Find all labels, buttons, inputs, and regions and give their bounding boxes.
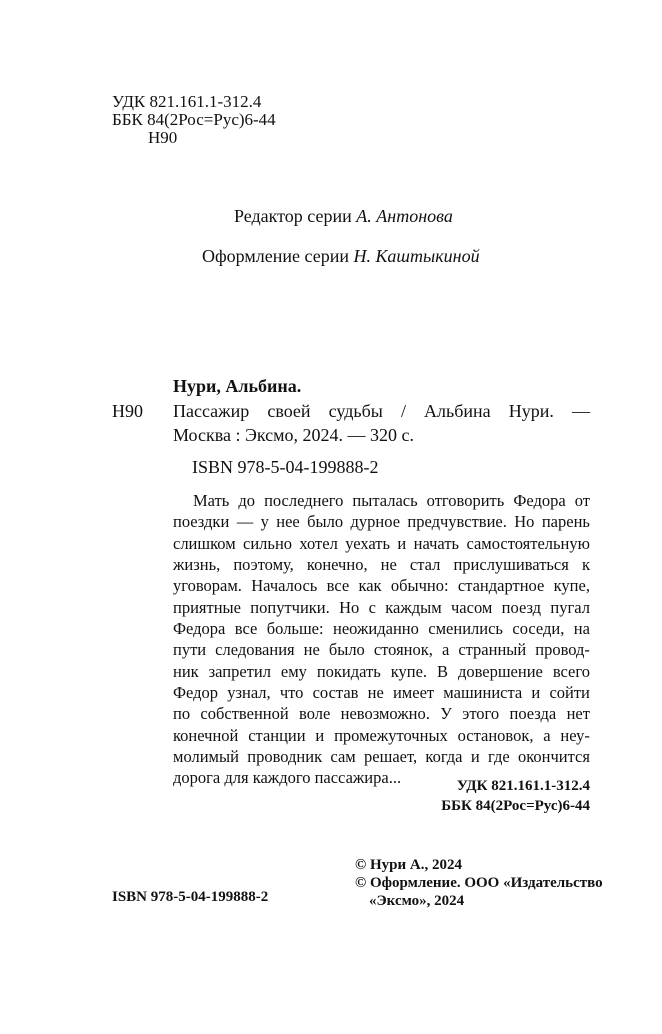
annotation-word: попутчики. xyxy=(250,597,330,617)
annotation-word: купе. xyxy=(390,661,428,681)
annotation-word: поэтому, xyxy=(233,555,294,575)
annotation-word: сам xyxy=(330,747,356,767)
annotation-word: решает, xyxy=(364,747,418,767)
annotation-word: покидать xyxy=(316,661,381,681)
annotation-word: и xyxy=(470,747,480,767)
annotation-word: — xyxy=(236,512,254,532)
annotation-word: неу- xyxy=(560,725,590,745)
annotation-word: Федора xyxy=(513,491,566,510)
author-sign: Н90 xyxy=(148,128,178,147)
annotation-word: парень xyxy=(541,512,590,532)
annotation-word: а xyxy=(543,725,551,745)
catalog-title-word: Нури. xyxy=(508,401,554,421)
annotation-word: что xyxy=(279,683,304,703)
annotation-word: странный xyxy=(458,640,527,660)
annotation-word: когда xyxy=(425,747,463,767)
annotation-word: сильно xyxy=(243,533,293,553)
annotation-word: последнего xyxy=(264,491,344,510)
catalog-imprint-line: Москва : Эксмо, 2024. — 320 с. xyxy=(173,425,415,445)
annotation-word: У xyxy=(440,704,452,724)
annotation-word: поезда xyxy=(509,704,557,724)
annotation-word: молимый xyxy=(173,747,239,767)
annotation-word: невозможно. xyxy=(340,704,430,724)
annotation-word: сменились xyxy=(428,619,503,639)
annotation-word: на xyxy=(573,619,590,639)
annotation-word: как xyxy=(358,576,382,596)
annotation-word: довершение xyxy=(457,661,543,681)
annotation-word: больше: xyxy=(266,619,324,639)
annotation-word: дурное xyxy=(350,512,401,532)
series-design-name: Н. Каштыкиной xyxy=(353,246,480,266)
annotation-word: узнал, xyxy=(227,683,271,703)
annotation-word: сойти xyxy=(549,683,590,703)
annotation-word: обычно: xyxy=(390,576,449,596)
annotation-word: машиниста xyxy=(443,683,523,703)
annotation-word: дорога для каждого пассажира... xyxy=(173,768,402,788)
annotation-word: Но xyxy=(514,512,535,532)
annotation-word: неожиданно xyxy=(333,619,419,639)
annotation-line xyxy=(173,661,590,682)
annotation-word: начать xyxy=(413,533,460,553)
annotation-word: и xyxy=(397,533,407,553)
annotation-word: конечно, xyxy=(306,555,368,575)
annotation-word: приятные xyxy=(173,597,241,617)
annotation-word: прислушиваться xyxy=(453,555,569,575)
annotation-word: пыталась xyxy=(352,491,418,510)
annotation-word: состав xyxy=(312,683,359,703)
annotation-word: уговорам. xyxy=(173,576,242,596)
annotation-line xyxy=(173,511,590,532)
annotation-word: ник xyxy=(173,661,199,681)
annotation-word: ему xyxy=(280,661,307,681)
series-editor-credit xyxy=(234,204,453,228)
annotation-word: и xyxy=(315,725,325,745)
series-editor-name: А. Антонова xyxy=(356,206,453,226)
annotation-word: воле xyxy=(299,704,331,724)
bbk-code: ББК 84(2Рос=Рус)6-44 xyxy=(112,110,276,129)
annotation-word: все xyxy=(326,576,350,596)
annotation-word: хотел xyxy=(299,533,338,553)
annotation-line xyxy=(173,618,590,639)
annotation-word: все xyxy=(234,619,258,639)
annotation-udk: УДК 821.161.1-312.4 xyxy=(456,778,590,794)
annotation-word: стоянок, xyxy=(373,640,433,660)
catalog-isbn: ISBN 978-5-04-199888-2 xyxy=(192,457,379,477)
annotation-word: В xyxy=(436,661,448,681)
annotation-bbk: ББК 84(2Рос=Рус)6-44 xyxy=(441,798,590,814)
catalog-title-word: Альбина xyxy=(424,401,491,421)
copyright-author: © Нури А., 2024 xyxy=(355,857,462,873)
annotation-word: Федор xyxy=(173,683,219,703)
annotation-word: предчувствие. xyxy=(407,512,507,532)
annotation-line xyxy=(173,490,590,511)
footer-isbn: ISBN 978-5-04-199888-2 xyxy=(112,889,269,905)
series-editor-label: Редактор серии xyxy=(234,206,352,226)
annotation-word: промежуточных xyxy=(334,725,448,745)
annotation-line xyxy=(173,639,590,660)
annotation-word: собственной xyxy=(200,704,289,724)
annotation-word: Но xyxy=(339,597,360,617)
catalog-title-word: — xyxy=(571,401,590,421)
annotation-word: нее xyxy=(276,512,300,532)
annotation-word: поезд xyxy=(501,597,542,617)
annotation-paragraph xyxy=(173,490,590,789)
annotation-word: окончится xyxy=(518,747,590,767)
annotation-word: проводник xyxy=(247,747,323,767)
annotation-line xyxy=(173,597,590,618)
annotation-line xyxy=(173,725,590,746)
copyright-design-line1: © Оформление. ООО «Издательство xyxy=(355,875,603,891)
annotation-word: имеет xyxy=(392,683,435,703)
annotation-word: запретил xyxy=(208,661,271,681)
annotation-word: пугал xyxy=(550,597,590,617)
annotation-word: нет xyxy=(566,704,590,724)
annotation-word: соседи, xyxy=(512,619,565,639)
series-design-credit xyxy=(202,244,480,268)
annotation-word: не xyxy=(380,555,397,575)
annotation-word: конечной xyxy=(173,725,239,745)
annotation-word: где xyxy=(488,747,510,767)
catalog-title-line xyxy=(173,399,590,423)
annotation-word: уехать xyxy=(345,533,391,553)
annotation-line xyxy=(173,554,590,575)
annotation-word: а xyxy=(441,640,450,660)
annotation-word: стал xyxy=(409,555,441,575)
annotation-word: поездки xyxy=(173,512,230,532)
annotation-word: и xyxy=(531,683,541,703)
annotation-word: Мать xyxy=(193,491,230,510)
annotation-word: до xyxy=(238,491,256,510)
annotation-word: отговорить xyxy=(426,491,505,510)
annotation-word: было xyxy=(307,512,344,532)
annotation-word: станции xyxy=(248,725,306,745)
annotation-line xyxy=(173,533,590,554)
annotation-word: всего xyxy=(552,661,590,681)
annotation-word: самостоятельную xyxy=(466,533,590,553)
catalog-author-heading: Нури, Альбина. xyxy=(173,376,302,396)
annotation-line xyxy=(173,682,590,703)
annotation-word: по xyxy=(173,704,191,724)
annotation-word: Началось xyxy=(251,576,318,596)
annotation-word: не xyxy=(303,640,320,660)
annotation-line xyxy=(173,703,590,724)
annotation-word: с xyxy=(368,597,376,617)
annotation-word: жизнь, xyxy=(173,555,221,575)
annotation-word: следования xyxy=(215,640,295,660)
catalog-title-word: своей xyxy=(267,401,311,421)
annotation-word: Федора xyxy=(173,619,226,639)
catalog-title-word: / xyxy=(400,401,406,421)
annotation-word: к xyxy=(581,555,590,575)
annotation-word: было xyxy=(328,640,365,660)
annotation-line xyxy=(173,575,590,596)
annotation-word: пути xyxy=(173,640,207,660)
catalog-title-word: Пассажир xyxy=(173,401,250,421)
annotation-word: этого xyxy=(462,704,500,724)
annotation-line xyxy=(173,746,590,767)
annotation-word: слишком xyxy=(173,533,236,553)
catalog-title-word: судьбы xyxy=(328,401,383,421)
annotation-word: стандартное xyxy=(457,576,545,596)
series-design-label: Оформление серии xyxy=(202,246,349,266)
annotation-word: остановок, xyxy=(457,725,534,745)
annotation-word: часом xyxy=(451,597,493,617)
annotation-word: у xyxy=(260,512,269,532)
annotation-word: купе, xyxy=(553,576,590,596)
annotation-word: каждым xyxy=(385,597,442,617)
annotation-word: не xyxy=(367,683,384,703)
catalog-sign: Н90 xyxy=(112,401,143,421)
udk-code: УДК 821.161.1-312.4 xyxy=(112,92,262,111)
copyright-design-line2: «Эксмо», 2024 xyxy=(369,893,465,909)
annotation-word: от xyxy=(574,491,590,510)
annotation-word: провод- xyxy=(535,640,590,660)
